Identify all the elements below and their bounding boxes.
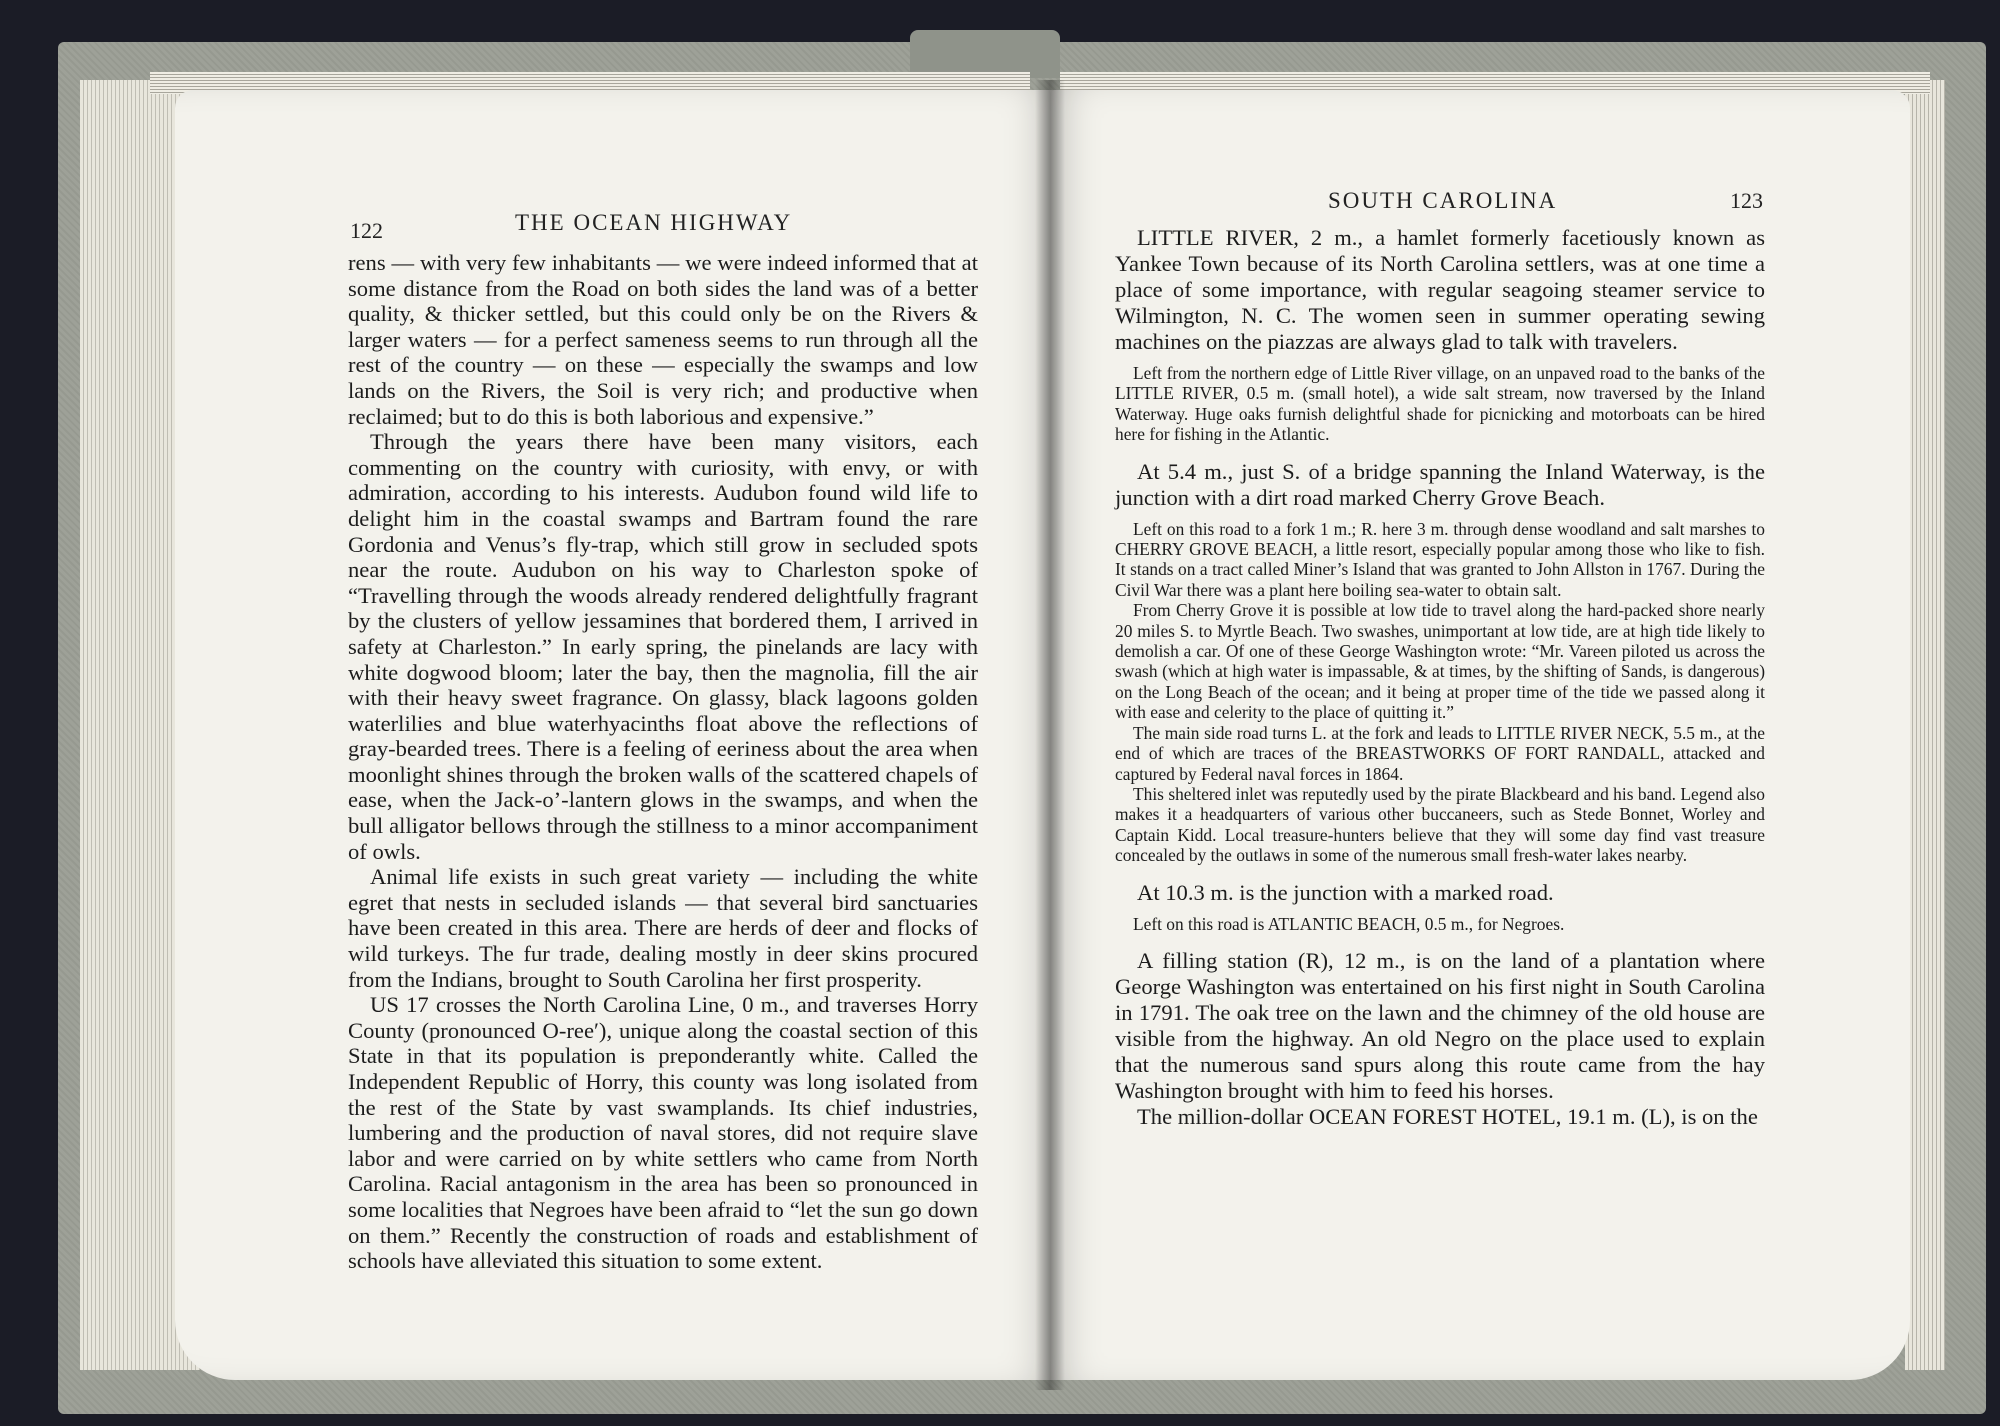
paragraph: rens — with very few inhabitants — we were indeed informed that at some distance from the Road on both sides the land was of a better quality, & thicker settled, but this could only be on the Rivers & larger waters — for a perfect sameness seems to run through all the rest of the country — on these — especially the swamps and low lands on the Rivers, the Soil is very rich; and productive when reclaimed; but to do this is both laborious and expensive.” (348, 250, 978, 429)
paragraph: A filling station (R), 12 m., is on the land of a plantation where George Washington was entertained on his first night in South Carolina in 1791. The oak tree on the lawn and the chimney of the old house are visible from the highway. An old Negro on the place used to explain that the numerous sand spurs along this route came from the hay Washington brought with him to feed his horses. (1115, 947, 1765, 1103)
page-number: 123 (1730, 188, 1763, 213)
side-trip-note: Left on this road to a fork 1 m.; R. here 3 m. through dense woodland and salt marshes to CHERRY GROVE BEACH, a little resort, especially popular among those who like to fish. It stands on a tract called Miner’s Island that was granted to John Allston in 1767. During the Civil War there was a plant here boiling sea-water to obtain salt. (1115, 518, 1765, 600)
paragraph: At 5.4 m., just S. of a bridge spanning the Inland Waterway, is the junction with a dirt road marked Cherry Grove Beach. (1115, 458, 1765, 510)
right-page (1050, 90, 1910, 1380)
paragraph: Through the years there have been many visitors, each commenting on the country with curiosity, with envy, or with admiration, according to his interests. Audubon found wild life to delight him in the coastal swamps and Bartram found the rare Gordonia and Venus’s fly-trap, which still grow in secluded spots near the route. Audubon on his way to Charleston spoke of “Travelling through the woods already rendered delightfully fragrant by the clusters of yellow jessamines that bordered them, I arrived in safety at Charleston.” In early spring, the pinelands are lacy with white dogwood bloom; later the bay, then the magnolia, fill the air with their heavy sweet fragrance. On glassy, black lagoons golden waterlilies and blue waterhyacinths float above the reflections of gray-bearded trees. There is a feeling of eeriness about the area when moonlight shines through the broken walls of the scattered chapels of ease, when the Jack-o’-lantern glows in the swamps, and when the bull alligator bellows through the stillness to a minor accompaniment of owls. (348, 429, 978, 864)
side-trip-note: This sheltered inlet was reputedly used by the pirate Blackbeard and his band. Legend also makes it a headquarters of various other buccaneers, such as Stede Bonnet, Worley and Captain Kidd. Local treasure-hunters believe that they will some day find vast treasure concealed by the outlaws in some of the numerous small fresh-water lakes nearby. (1115, 783, 1765, 866)
right-body-text (1115, 225, 1765, 1130)
paragraph: The million-dollar OCEAN FOREST HOTEL, 19.1 m. (L), is on the (1137, 1103, 1758, 1129)
paragraph: US 17 crosses the North Carolina Line, 0 m., and traverses Horry County (pronounced O-ree′), unique along the coastal section of this State in that its population is preponderantly white. Called the Independent Republic of Horry, this county was long isolated from the rest of the State by vast swamplands. Its chief industries, lumbering and the production of naval stores, did not require slave labor and were carried on by white settlers who came from North Carolina. Racial antagonism in the area has been so pronounced in some localities that Negroes have been afraid to “let the sun go down on them.” Recently the construction of roads and establishment of schools have alleviated this situation to some extent. (348, 992, 978, 1274)
running-head: THE OCEAN HIGHWAY (515, 210, 793, 235)
running-head: SOUTH CAROLINA (1328, 188, 1558, 213)
book-spine (910, 30, 1060, 78)
paragraph: At 10.3 m. is the junction with a marked road. (1137, 879, 1554, 905)
side-trip-note: Left on this road is ATLANTIC BEACH, 0.5 m., for Negroes. (1133, 913, 1565, 934)
paragraph: LITTLE RIVER, 2 m., a hamlet formerly facetiously known as Yankee Town because of its North Carolina settlers, was at one time a place of some importance, with regular seagoing steamer service to Wilmington, N. C. The women seen in summer operating sewing machines on the piazzas are always glad to talk with travelers. (1115, 225, 1765, 354)
page-stack-right (1905, 80, 1945, 1370)
side-trip-note: From Cherry Grove it is possible at low tide to travel along the hard-packed shore nearly 20 miles S. to Myrtle Beach. Two swashes, unimportant at low tide, are at high tide likely to demolish a car. Of one of these George Washington wrote: “Mr. Vareen piloted us across the swash (which at high water is impassable, & at times, by the shifting of Sands, is dangerous) on the Long Beach of the ocean; and it being at proper time of the tide we passed along it with ease and celerity to the place of quitting it.” (1115, 600, 1765, 723)
book-gutter (1035, 80, 1065, 1390)
side-trip-note: The main side road turns L. at the fork and leads to LITTLE RIVER NECK, 5.5 m., at the end of which are traces of the BREASTWORKS OF FORT RANDALL, attacked and captured by Federal naval forces in 1864. (1115, 722, 1765, 784)
left-page (175, 90, 1055, 1380)
left-body-text (348, 250, 978, 1274)
side-trip-note: Left from the northern edge of Little River village, on an unpaved road to the banks of the LITTLE RIVER, 0.5 m. (small hotel), a wide salt stream, now traversed by the Inland Waterway. Huge oaks furnish delightful shade for picnicking and motorboats can be hired here for fishing in the Atlantic. (1115, 363, 1765, 445)
page-number: 122 (350, 218, 383, 243)
paragraph: Animal life exists in such great variety — including the white egret that nests in secluded islands — that several bird sanctuaries have been created in this area. There are herds of deer and flocks of wild turkeys. The fur trade, dealing mostly in deer skins procured from the Indians, brought to South Carolina her first prosperity. (348, 864, 978, 992)
